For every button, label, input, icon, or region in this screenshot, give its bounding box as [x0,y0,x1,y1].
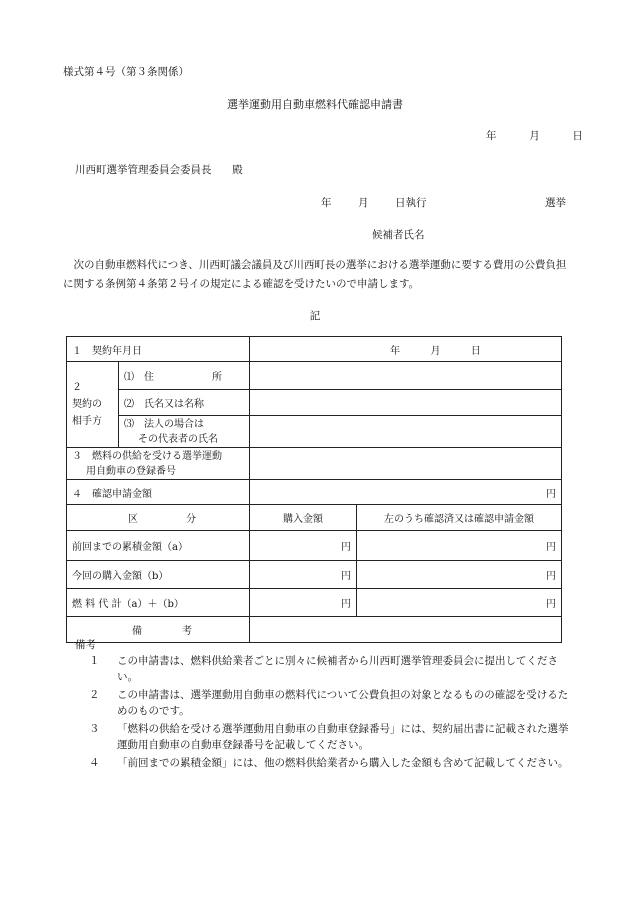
ki-mark: 記 [309,310,321,322]
total-row-label: 燃 料 代 計（a）＋（b） [67,589,250,617]
note-item: ３ 「燃料の供給を受ける選挙運動用自動車の自動車登録番号」には、契約届出書に記載された選挙運動用自動車の自動車登録番号を記載してください。 [89,723,569,751]
requested-amount-field[interactable]: 円 [250,480,562,505]
vehicle-registration-field[interactable] [250,448,562,480]
representative-field[interactable] [250,416,562,448]
contract-party-label: ２ 契約の 相手方 [67,362,119,448]
date-line [486,128,583,143]
date-day: 日 [572,130,583,142]
election-name: 選挙 [545,197,566,209]
name-field[interactable] [250,390,562,416]
note-item: ４ 「前回までの累積金額」には、他の燃料供給業者から購入した金額も含めて記載してください。 [89,757,569,769]
category-header: 区 分 [67,505,250,531]
election-date-year: 年 [321,197,332,209]
vehicle-registration-label: ３ 燃料の供給を受ける選挙運動 用自動車の登録番号 [67,448,250,480]
note-item: ２ この申請書は、選挙運動用自動車の燃料代について公費負担の対象となるものの確認を受けるためのものです。 [89,689,569,717]
cumulative-purchase-field[interactable]: 円 [250,531,357,561]
addressee-name: 川西町選挙管理委員会委員長 [75,164,212,176]
document-title: 選挙運動用自動車燃料代確認申請書 [227,98,403,111]
contract-date-label: １ 契約年月日 [67,337,250,362]
candidate-name-label: 候補者氏名 [372,229,425,241]
purchase-amount-header: 購入金額 [250,505,357,531]
date-month: 月 [529,130,540,142]
remarks-label: 備 考 [67,617,250,643]
current-row-label: 今回の購入金額（b） [67,561,250,589]
requested-amount-label: ４ 確認申請金額 [67,480,250,505]
representative-label: ⑶ 法人の場合は その代表者の氏名 [119,416,250,448]
body-text: 次の自動車燃料代につき、川西町議会議員及び川西町長の選挙における選挙運動に要する費用の公費負担に関する条例第４条第２号イの規定による確認を受けたいので申請します。 [63,259,567,290]
application-table [66,336,562,643]
election-date-month: 月 [358,197,369,209]
current-confirmed-field[interactable]: 円 [357,561,562,589]
current-purchase-field[interactable]: 円 [250,561,357,589]
cumulative-confirmed-field[interactable]: 円 [357,531,562,561]
form-number: 様式第４号（第３条関係） [63,66,189,78]
cumulative-row-label: 前回までの累積金額（a） [67,531,250,561]
notes-title: 備考 [75,639,96,651]
note-item: １ この申請書は、燃料供給業者ごとに別々に候補者から川西町選挙管理委員会に提出してください。 [89,655,558,683]
name-label: ⑵ 氏名又は名称 [119,390,250,416]
notes-section [75,637,570,773]
date-year: 年 [486,130,497,142]
contract-date-value[interactable]: 年 月 日 [250,337,562,362]
confirmed-amount-header: 左のうち確認済又は確認申請金額 [357,505,562,531]
total-confirmed-field[interactable]: 円 [357,589,562,617]
total-purchase-field[interactable]: 円 [250,589,357,617]
address-label: ⑴ 住 所 [119,362,250,390]
address-field[interactable] [250,362,562,390]
honorific: 殿 [232,164,243,176]
election-date-day: 日執行 [395,197,427,209]
addressee [75,162,243,177]
